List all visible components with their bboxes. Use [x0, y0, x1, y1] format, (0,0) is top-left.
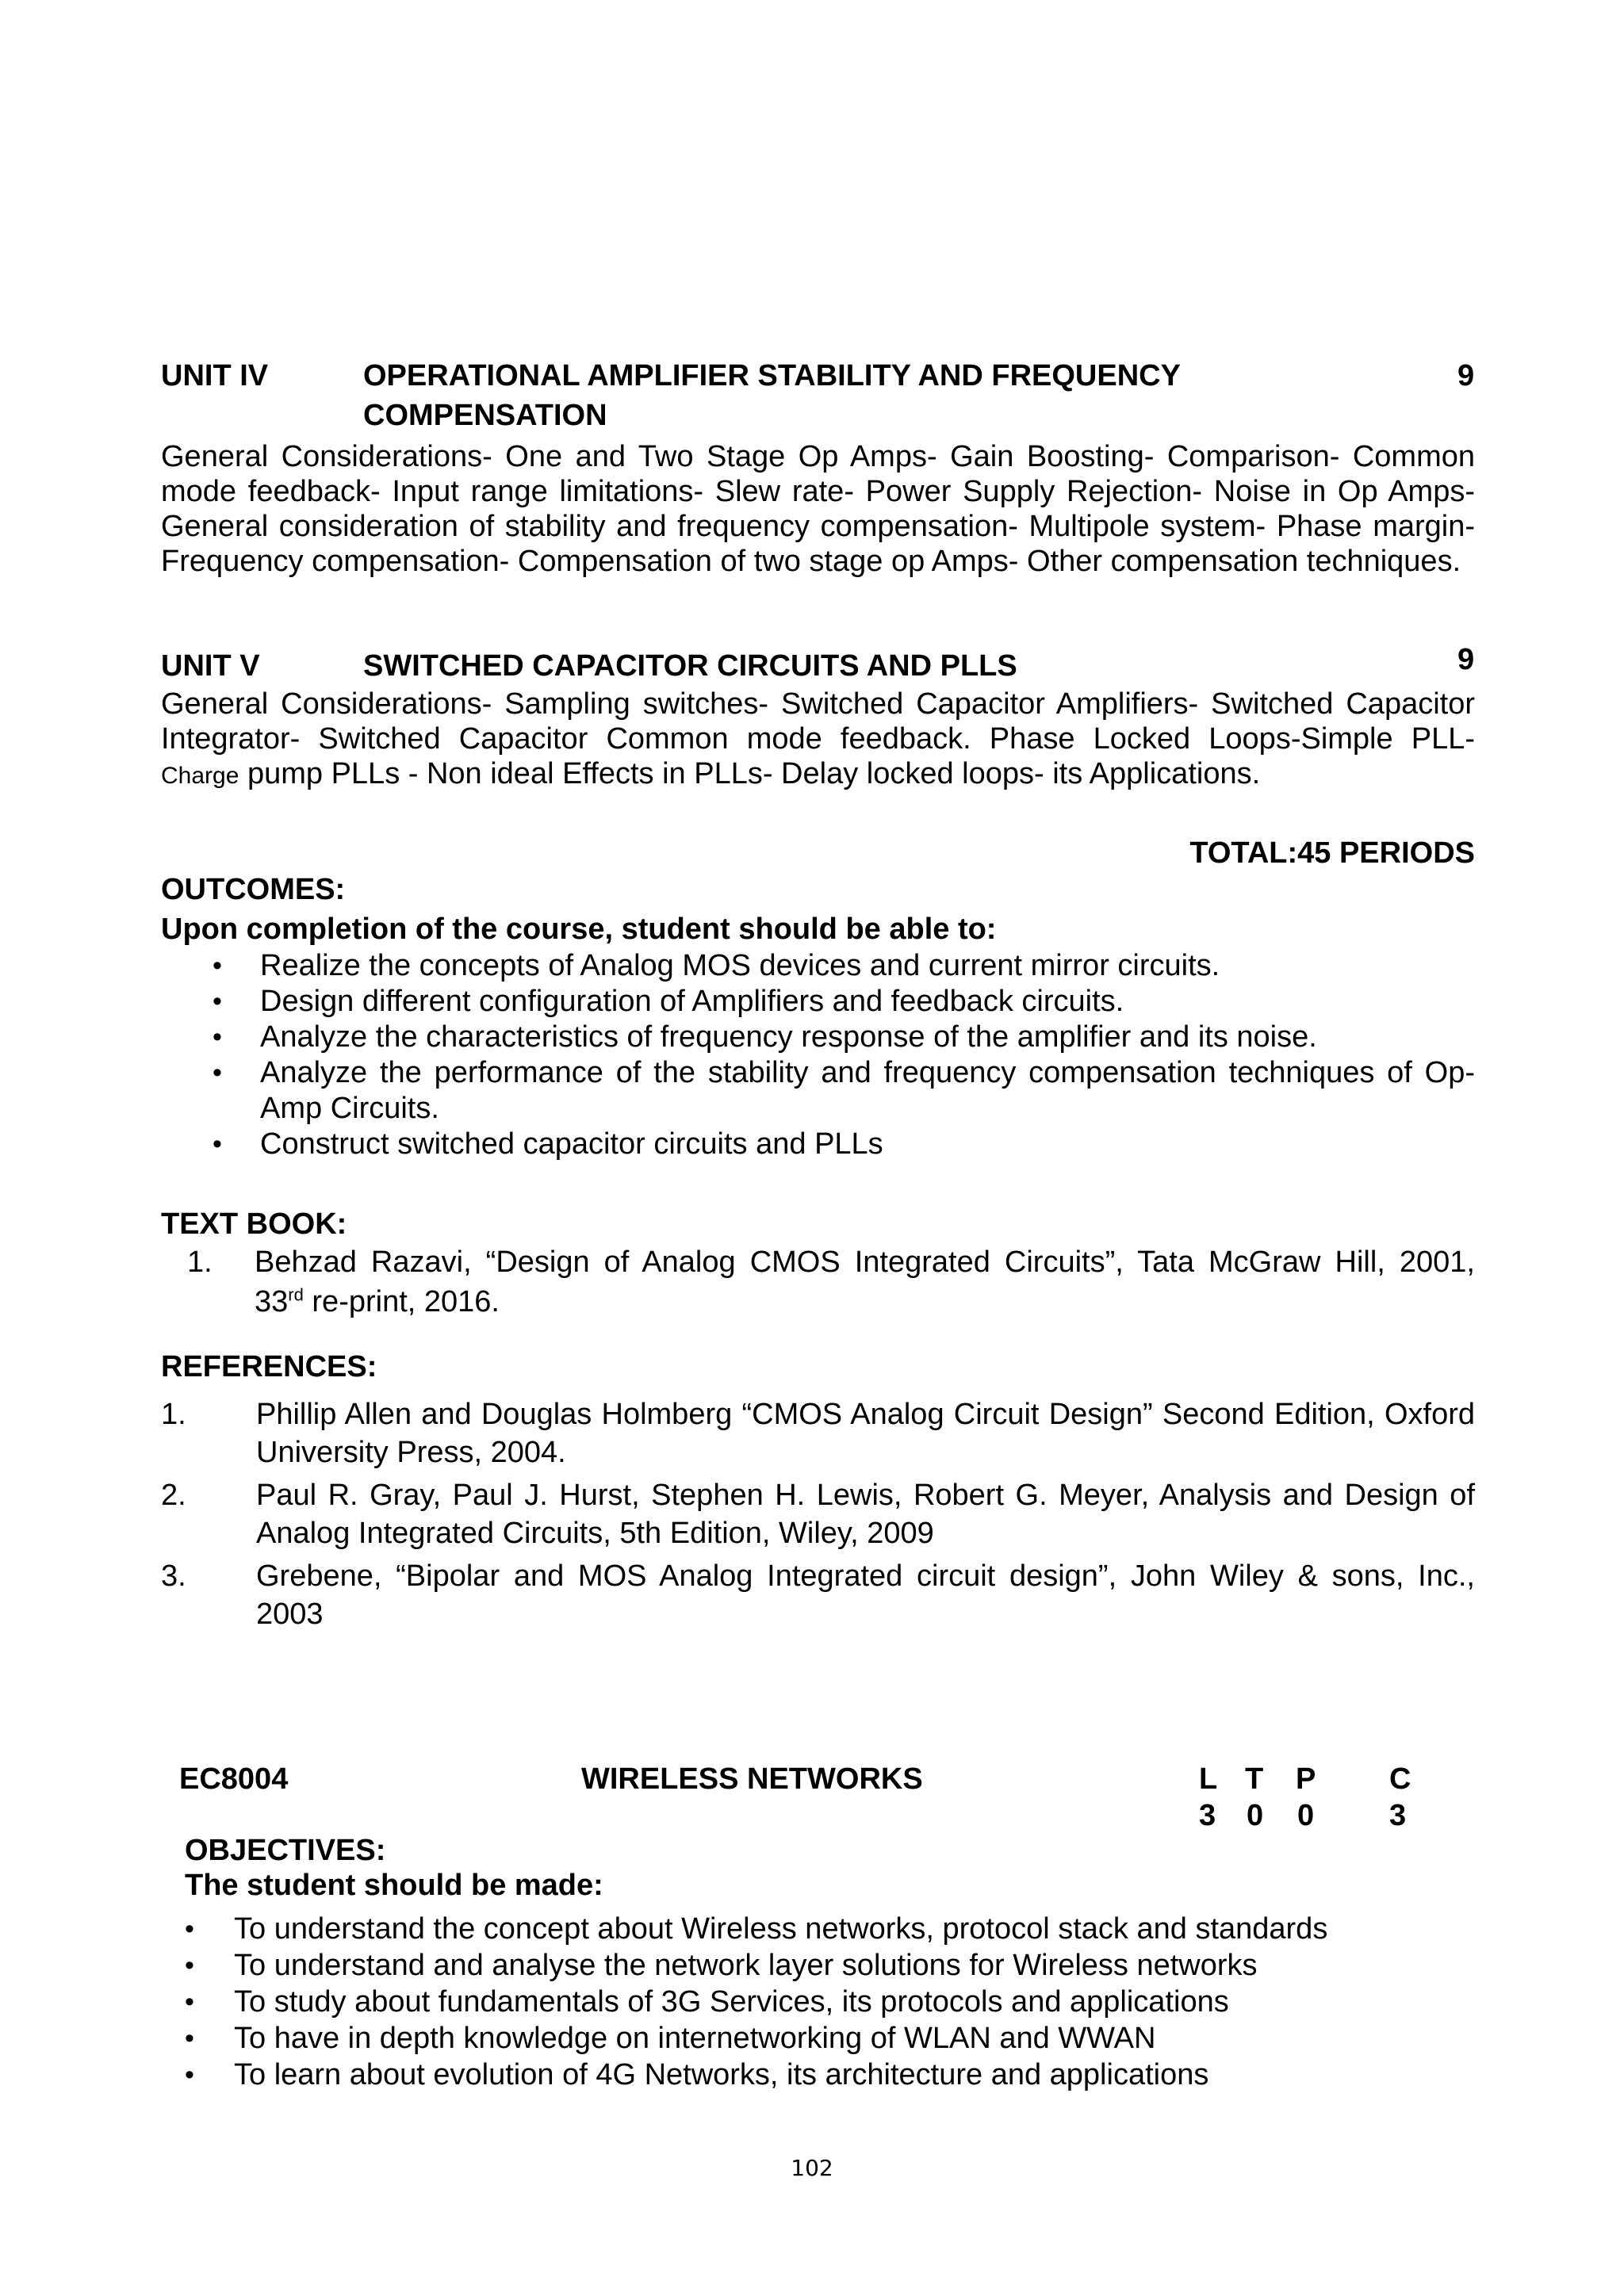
unit5-body-line3-rest: pump PLLs - Non ideal Effects in PLLs- Delay locked loops- its Applications.	[239, 757, 1261, 790]
textbook-edition-text: re-print, 2016.	[303, 1285, 500, 1318]
textbook-edition-suffix: rd	[288, 1284, 304, 1305]
bullet-icon: •	[185, 1987, 194, 2017]
objective-text: To learn about evolution of 4G Networks, its architecture and applications	[234, 2058, 1209, 2091]
reference-item	[256, 1476, 1475, 1552]
unit5-hours: 9	[1457, 643, 1475, 676]
unit5-charge-word: Charge	[161, 763, 239, 789]
list-item	[213, 1020, 1475, 1055]
unit4-body	[161, 439, 1475, 579]
unit5-body	[161, 687, 1475, 794]
list-item	[213, 1055, 1475, 1127]
list-item	[185, 1911, 1454, 1947]
list-item	[213, 1127, 1475, 1162]
objectives-intro: The student should be made:	[185, 1869, 603, 1902]
list-item	[185, 1984, 1454, 2020]
reference-item	[256, 1395, 1475, 1471]
unit4-title-line2: COMPENSATION	[363, 399, 607, 432]
bullet-icon: •	[213, 1058, 222, 1088]
outcomes-heading: OUTCOMES:	[161, 873, 346, 906]
objective-text: To have in depth knowledge on internetworking of WLAN and WWAN	[234, 2022, 1156, 2055]
outcome-text: Analyze the characteristics of frequency response of the amplifier and its noise.	[260, 1020, 1317, 1054]
ltpc-value-l: 3	[1199, 1799, 1216, 1832]
objective-text: To understand and analyse the network layer solutions for Wireless networks	[234, 1949, 1258, 1982]
course-code: EC8004	[179, 1762, 289, 1796]
textbook-entry	[255, 1245, 1475, 1319]
total-periods: TOTAL:45 PERIODS	[1189, 836, 1475, 870]
textbook-edition-number: 33	[255, 1285, 289, 1318]
textbook-number: 1.	[187, 1246, 213, 1279]
ltpc-value-p: 0	[1297, 1799, 1315, 1832]
outcome-text-cont: Amp Circuits.	[260, 1092, 439, 1125]
textbook-line2	[255, 1284, 1475, 1319]
reference-number: 3.	[161, 1559, 186, 1593]
unit4-hours: 9	[1457, 359, 1475, 392]
reference-item	[256, 1557, 1475, 1633]
reference-number: 1.	[161, 1398, 186, 1431]
objectives-heading: OBJECTIVES:	[185, 1834, 386, 1867]
outcome-text: Design different configuration of Amplifiers and feedback circuits.	[260, 985, 1124, 1018]
bullet-icon: •	[213, 986, 222, 1016]
textbook-line1: Behzad Razavi, “Design of Analog CMOS Integrated Circuits”, Tata McGraw Hill, 2001,	[255, 1246, 1475, 1279]
unit5-body-line	[161, 756, 1475, 794]
bullet-icon: •	[185, 2060, 194, 2090]
outcome-text: Construct switched capacitor circuits and PLLs	[260, 1127, 883, 1161]
ltpc-value-t: 0	[1247, 1799, 1264, 1832]
reference-line: Phillip Allen and Douglas Holmberg “CMOS Analog Circuit Design” Second Edition, Oxford	[256, 1398, 1475, 1431]
outcome-text: Analyze the performance of the stability and frequency compensation techniques of Op-	[260, 1056, 1475, 1089]
textbook-heading: TEXT BOOK:	[161, 1207, 347, 1241]
unit4-body-line: Frequency compensation- Compensation of two stage op Amps- Other compensation techniques.	[161, 545, 1461, 578]
list-item	[185, 2057, 1454, 2093]
objectives-list	[185, 1911, 1454, 2093]
list-item	[213, 948, 1475, 984]
reference-number: 2.	[161, 1479, 186, 1512]
bullet-icon: •	[185, 1950, 194, 1980]
outcomes-list	[213, 948, 1475, 1162]
outcomes-intro: Upon completion of the course, student should be able to:	[161, 913, 997, 946]
unit5-label: UNIT V	[161, 649, 260, 683]
bullet-icon: •	[185, 1914, 194, 1944]
bullet-icon: •	[185, 2023, 194, 2053]
unit4-title-line1: OPERATIONAL AMPLIFIER STABILITY AND FREQUENCY	[363, 359, 1181, 392]
page-number: 102	[791, 2155, 833, 2181]
ltpc-header-p: P	[1296, 1762, 1316, 1796]
list-item	[185, 2020, 1454, 2057]
reference-line: Paul R. Gray, Paul J. Hurst, Stephen H. Lewis, Robert G. Meyer, Analysis and Design of	[256, 1479, 1475, 1512]
bullet-icon: •	[213, 1129, 222, 1159]
outcome-text: Realize the concepts of Analog MOS devices and current mirror circuits.	[260, 949, 1220, 982]
reference-line: Grebene, “Bipolar and MOS Analog Integrated circuit design”, John Wiley & sons, Inc.,	[256, 1559, 1475, 1593]
unit5-body-line: Integrator- Switched Capacitor Common mode feedback. Phase Locked Loops-Simple PLL-	[161, 722, 1475, 756]
ltpc-header-l: L	[1199, 1762, 1218, 1796]
ltpc-header-c: C	[1389, 1762, 1411, 1796]
bullet-icon: •	[213, 1022, 222, 1052]
ltpc-value-c: 3	[1389, 1799, 1407, 1832]
unit5-title: SWITCHED CAPACITOR CIRCUITS AND PLLS	[363, 649, 1017, 683]
objective-text: To understand the concept about Wireless networks, protocol stack and standards	[234, 1912, 1328, 1946]
reference-line: University Press, 2004.	[256, 1436, 566, 1469]
references-heading: REFERENCES:	[161, 1350, 377, 1383]
course-title: WIRELESS NETWORKS	[581, 1762, 923, 1796]
ltpc-header-t: T	[1245, 1762, 1264, 1796]
unit4-body-line: General consideration of stability and frequency compensation- Multipole system- Phase margin-	[161, 510, 1475, 543]
unit5-body-line: General Considerations- Sampling switches- Switched Capacitor Amplifiers- Switched Capacitor	[161, 687, 1475, 721]
bullet-icon: •	[213, 951, 222, 981]
unit4-label: UNIT IV	[161, 359, 269, 392]
reference-line: 2003	[256, 1598, 324, 1631]
objective-text: To study about fundamentals of 3G Services, its protocols and applications	[234, 1985, 1229, 2019]
reference-line: Analog Integrated Circuits, 5th Edition, Wiley, 2009	[256, 1517, 934, 1550]
list-item	[185, 1947, 1454, 1984]
unit4-body-line: mode feedback- Input range limitations- Slew rate- Power Supply Rejection- Noise in Op Amps-	[161, 475, 1475, 508]
unit4-body-line: General Considerations- One and Two Stage Op Amps- Gain Boosting- Comparison- Common	[161, 440, 1475, 473]
list-item	[213, 984, 1475, 1020]
